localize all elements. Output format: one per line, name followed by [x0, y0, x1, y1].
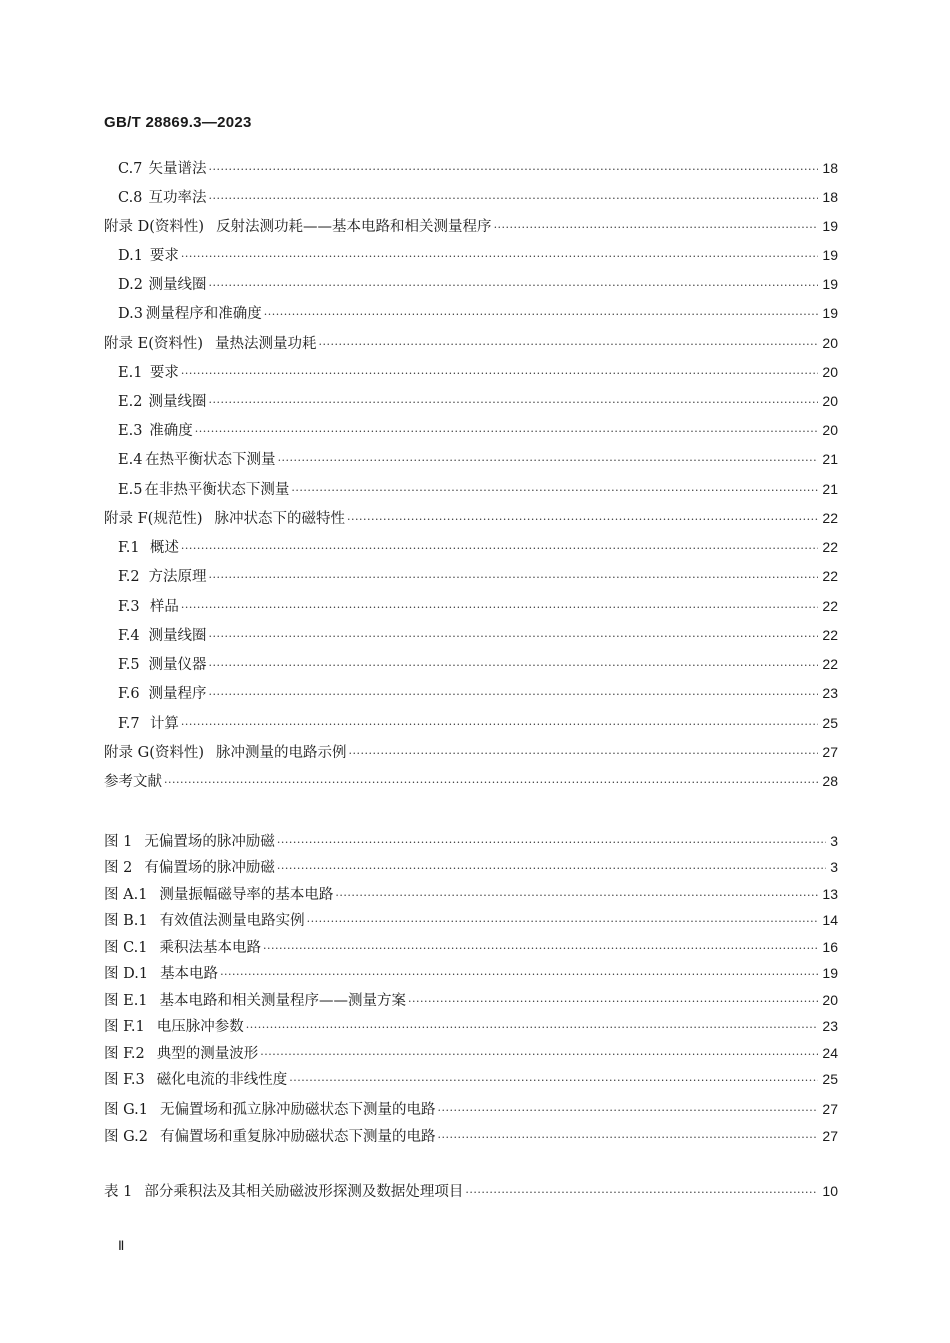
entry-title: 要求 [149, 248, 179, 264]
entry-number: F.3 [118, 599, 140, 615]
toc-entry[interactable] [118, 274, 838, 296]
leader-dots [209, 656, 819, 676]
figure-entry[interactable] [104, 1043, 838, 1065]
toc-entry[interactable] [118, 158, 838, 180]
entry-number: F.2 [118, 569, 140, 585]
toc-entry[interactable] [118, 420, 838, 442]
entry-number: 图 A.1 [104, 887, 148, 903]
page-ref: 13 [822, 886, 838, 902]
leader-dots [181, 247, 819, 267]
page-ref: 27 [822, 1128, 838, 1144]
leader-dots [195, 422, 819, 442]
entry-number: 图 D.1 [104, 966, 149, 982]
entry-title: 电压脉冲参数 [156, 1019, 244, 1035]
toc-entry[interactable] [104, 333, 838, 355]
toc-entry[interactable] [118, 537, 838, 559]
figure-entry[interactable] [104, 910, 838, 932]
entry-number: 图 F.2 [104, 1046, 145, 1062]
toc-entry[interactable] [118, 245, 838, 267]
entry-number: E.5 [118, 482, 143, 498]
page-ref: 25 [822, 1071, 838, 1087]
page-ref: 19 [822, 218, 838, 234]
page-ref: 21 [822, 451, 838, 467]
page-ref: 20 [822, 364, 838, 380]
entry-number: D.3 [118, 306, 143, 322]
entry-number: 附录 F(规范性) [104, 511, 203, 527]
leader-dots [209, 393, 819, 413]
page-ref: 22 [822, 656, 838, 672]
page-ref: 22 [822, 627, 838, 643]
page-ref: 19 [822, 247, 838, 263]
leader-dots [181, 539, 819, 559]
leader-dots [307, 912, 819, 932]
entry-title: 要求 [149, 365, 179, 381]
page-ref: 18 [822, 189, 838, 205]
entry-title: 有偏置场和重复脉冲励磁状态下测量的电路 [160, 1129, 436, 1145]
entry-number: 附录 E(资料性) [104, 336, 204, 352]
toc-entry[interactable] [118, 449, 838, 471]
leader-dots [209, 160, 819, 180]
leader-dots [220, 965, 818, 985]
leader-dots [209, 685, 819, 705]
page-ref: 3 [830, 859, 838, 875]
toc-entry[interactable] [104, 508, 838, 530]
entry-number: 图 B.1 [104, 913, 148, 929]
entry-number: 图 F.1 [104, 1019, 145, 1035]
entry-number: 图 E.1 [104, 993, 148, 1009]
toc-entry[interactable] [118, 362, 838, 384]
entry-title: 互功率法 [148, 190, 207, 206]
leader-dots [277, 859, 826, 879]
page-ref: 19 [822, 965, 838, 981]
toc-entry[interactable] [118, 391, 838, 413]
page-ref: 18 [822, 160, 838, 176]
entry-number: 图 C.1 [104, 940, 148, 956]
page-ref: 19 [822, 276, 838, 292]
entry-title: 测量程序 [148, 686, 207, 702]
leader-dots [291, 481, 818, 501]
page-ref: 21 [822, 481, 838, 497]
entry-title: 脉冲状态下的磁特性 [214, 511, 345, 527]
page-ref: 20 [822, 335, 838, 351]
entry-number: D.2 [118, 277, 143, 293]
entry-title: 参考文献 [104, 774, 162, 790]
entry-number: F.6 [118, 686, 140, 702]
leader-dots [264, 305, 819, 325]
page-ref: 20 [822, 422, 838, 438]
entry-title: 计算 [149, 716, 179, 732]
entry-title: 无偏置场的脉冲励磁 [144, 834, 275, 850]
leader-dots [263, 939, 818, 959]
entry-title: 矢量谱法 [148, 161, 207, 177]
leader-dots [181, 364, 819, 384]
leader-dots [246, 1018, 819, 1038]
leader-dots [465, 1183, 818, 1203]
page-ref: 27 [822, 744, 838, 760]
page-ref: 22 [822, 510, 838, 526]
entry-title: 测量仪器 [148, 657, 207, 673]
leader-dots [209, 189, 819, 209]
page-ref: 22 [822, 568, 838, 584]
entry-title: 磁化电流的非线性度 [156, 1072, 288, 1088]
leader-dots [209, 627, 819, 647]
entry-number: F.4 [118, 628, 140, 644]
entry-number: F.7 [118, 716, 140, 732]
entry-number: F.5 [118, 657, 140, 673]
standard-id: GB/T 28869.3—2023 [104, 114, 252, 131]
entry-number: E.1 [118, 365, 143, 381]
leader-dots [347, 510, 818, 530]
toc-entry[interactable] [118, 303, 838, 325]
toc-entry[interactable] [118, 683, 838, 705]
entry-title: 无偏置场和孤立脉冲励磁状态下测量的电路 [160, 1102, 436, 1118]
entry-title: 脉冲测量的电路示例 [216, 745, 347, 761]
entry-number: E.3 [118, 423, 143, 439]
toc-entry[interactable] [118, 713, 838, 735]
entry-title: 反射法测功耗——基本电路和相关测量程序 [216, 219, 492, 235]
page-ref: 27 [822, 1101, 838, 1117]
entry-title: 在非热平衡状态下测量 [144, 482, 290, 498]
entry-number: 图 G.1 [104, 1102, 149, 1118]
entry-number: 图 F.3 [104, 1072, 145, 1088]
leader-dots [438, 1101, 819, 1121]
leader-dots [209, 276, 819, 296]
entry-title: 基本电路和相关测量程序——测量方案 [159, 993, 407, 1009]
leader-dots [209, 568, 819, 588]
leader-dots [289, 1071, 818, 1091]
toc-entry[interactable] [118, 596, 838, 618]
figure-entry[interactable] [104, 937, 838, 959]
page-ref: 24 [822, 1045, 838, 1061]
entry-title: 有效值法测量电路实例 [159, 913, 305, 929]
entry-title: 典型的测量波形 [156, 1046, 259, 1062]
figure-entry[interactable] [104, 831, 838, 853]
entry-title: 测量程序和准确度 [145, 306, 262, 322]
figure-entry[interactable] [104, 1099, 838, 1121]
toc-entry[interactable] [104, 742, 838, 764]
entry-title: 乘积法基本电路 [159, 940, 262, 956]
leader-dots [349, 744, 819, 764]
page-ref: 20 [822, 393, 838, 409]
page-ref: 3 [830, 833, 838, 849]
page-ref: 20 [822, 992, 838, 1008]
leader-dots [181, 598, 819, 618]
figure-entry[interactable] [104, 1126, 838, 1148]
entry-title: 测量振幅磁导率的基本电路 [159, 887, 334, 903]
entry-title: 在热平衡状态下测量 [145, 452, 276, 468]
entry-number: F.1 [118, 540, 140, 556]
page-ref: 23 [822, 685, 838, 701]
entry-number: 附录 D(资料性) [104, 219, 205, 235]
figure-entry[interactable] [104, 884, 838, 906]
page-ref: 28 [822, 773, 838, 789]
leader-dots [278, 451, 819, 471]
page-ref: 22 [822, 539, 838, 555]
figure-entry[interactable] [104, 857, 838, 879]
toc-entry[interactable] [118, 625, 838, 647]
leader-dots [494, 218, 819, 238]
figure-entry[interactable] [104, 963, 838, 985]
entry-title: 准确度 [149, 423, 193, 439]
toc-entry[interactable] [104, 216, 838, 238]
toc-entry[interactable] [118, 187, 838, 209]
entry-title: 概述 [149, 540, 179, 556]
page-ref: 25 [822, 715, 838, 731]
toc-entry[interactable] [104, 771, 838, 793]
leader-dots [277, 833, 826, 853]
figure-entry[interactable] [104, 1069, 838, 1091]
entry-number: 图 G.2 [104, 1129, 149, 1145]
page-ref: 14 [822, 912, 838, 928]
entry-number: E.2 [118, 394, 143, 410]
entry-number: 图 1 [104, 834, 133, 850]
entry-title: 有偏置场的脉冲励磁 [144, 860, 275, 876]
entry-title: 基本电路 [160, 966, 219, 982]
entry-number: D.1 [118, 248, 143, 264]
leader-dots [408, 992, 818, 1012]
entry-title: 测量线圈 [148, 628, 207, 644]
leader-dots [319, 335, 819, 355]
entry-title: 测量线圈 [148, 277, 207, 293]
page-ref: 10 [822, 1183, 838, 1199]
toc-entry[interactable] [118, 479, 838, 501]
leader-dots [335, 886, 818, 906]
page-ref: 22 [822, 598, 838, 614]
toc-entry[interactable] [118, 566, 838, 588]
figure-entry[interactable] [104, 990, 838, 1012]
entry-number: E.4 [118, 452, 143, 468]
entry-title: 量热法测量功耗 [215, 336, 317, 352]
table-entry[interactable] [104, 1181, 838, 1203]
leader-dots [438, 1128, 819, 1148]
page-ref: 19 [822, 305, 838, 321]
entry-title: 方法原理 [148, 569, 207, 585]
page-ref: 16 [822, 939, 838, 955]
figure-entry[interactable] [104, 1016, 838, 1038]
page-number: Ⅱ [118, 1238, 125, 1253]
leader-dots [260, 1045, 818, 1065]
entry-title: 样品 [149, 599, 179, 615]
leader-dots [181, 715, 819, 735]
toc-entry[interactable] [118, 654, 838, 676]
entry-number: C.7 [118, 161, 143, 177]
page-ref: 23 [822, 1018, 838, 1034]
leader-dots [164, 773, 818, 793]
entry-title: 部分乘积法及其相关励磁波形探测及数据处理项目 [144, 1184, 464, 1200]
entry-number: C.8 [118, 190, 143, 206]
entry-title: 测量线圈 [148, 394, 207, 410]
entry-number: 图 2 [104, 860, 133, 876]
entry-number: 表 1 [104, 1184, 133, 1200]
entry-number: 附录 G(资料性) [104, 745, 205, 761]
